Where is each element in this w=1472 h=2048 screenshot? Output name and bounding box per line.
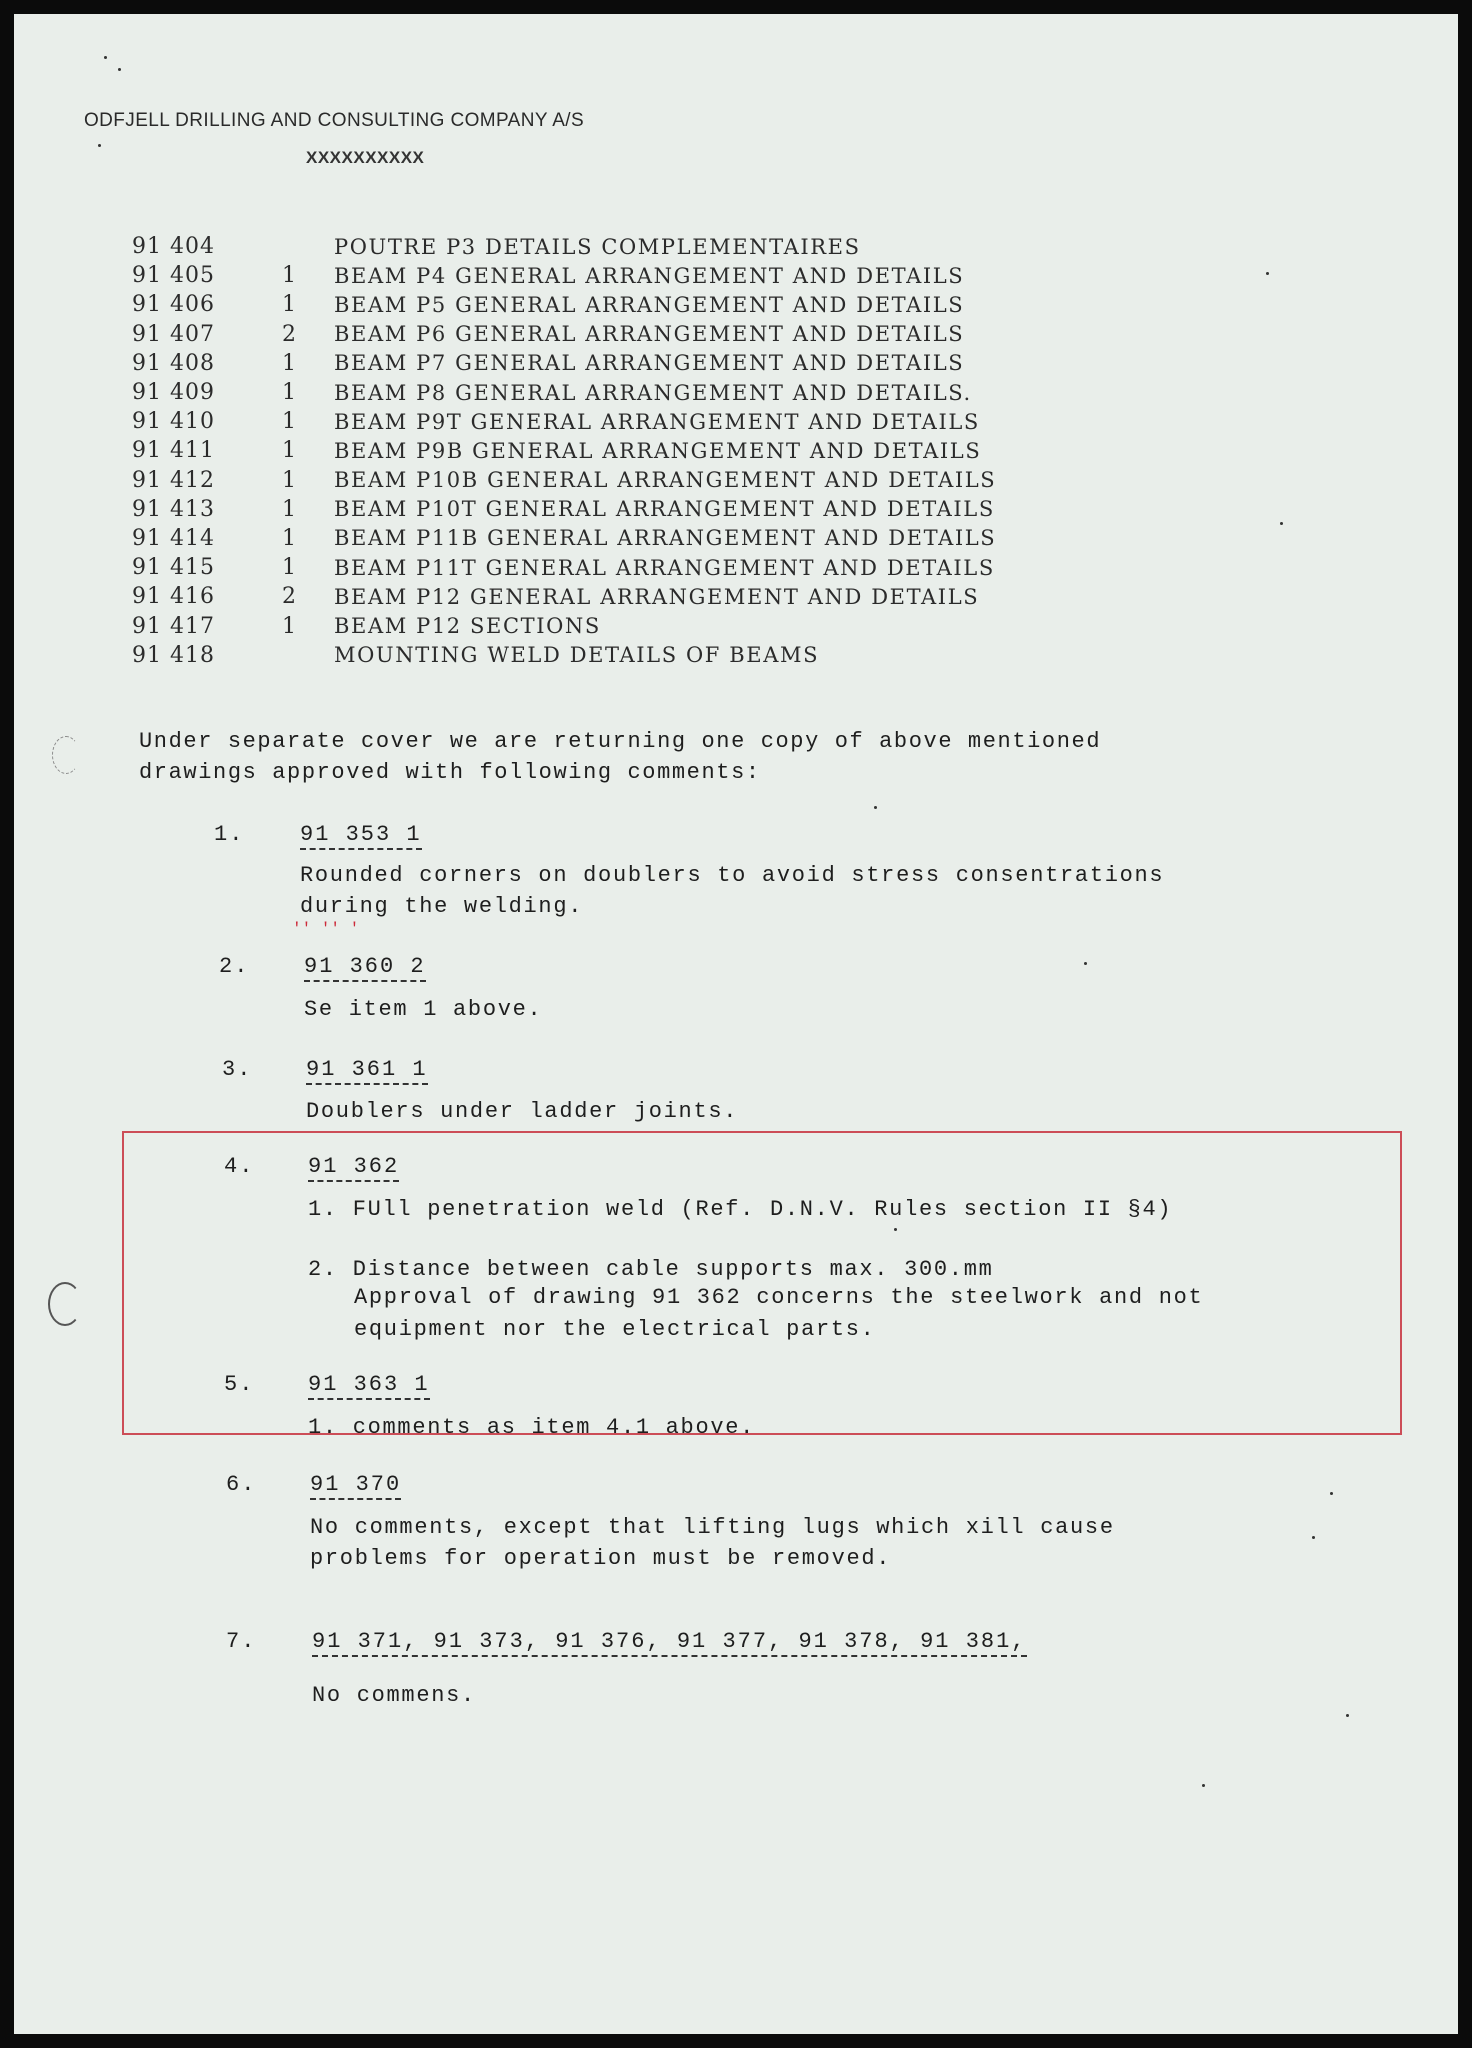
drawing-number: 91 415: [132, 555, 215, 581]
item-1-line-2: during the welding.: [300, 894, 584, 919]
item-4-sub-2: 2. Distance between cable supports max. 300.mm: [308, 1257, 994, 1282]
drawing-title: BEAM P11B GENERAL ARRANGEMENT AND DETAILS: [334, 526, 997, 551]
item-7-number: 7.: [226, 1629, 257, 1654]
drawing-row: [132, 320, 996, 349]
scan-speck: [1084, 962, 1087, 965]
drawing-row: [132, 290, 996, 319]
item-3-number: 3.: [222, 1057, 253, 1082]
scan-speck: [1330, 1492, 1333, 1495]
drawing-revision: 1: [282, 555, 296, 581]
drawing-revision: 1: [282, 613, 296, 639]
drawing-row: [132, 349, 996, 378]
drawing-revision: 2: [282, 584, 296, 610]
drawing-row: [132, 611, 996, 640]
drawing-number: 91 410: [132, 409, 215, 435]
punch-hole-mark: [48, 1282, 82, 1326]
drawing-title: BEAM P10T GENERAL ARRANGEMENT AND DETAILS: [334, 497, 995, 522]
drawing-number: 91 405: [132, 263, 215, 289]
drawing-number: 91 411: [132, 438, 215, 464]
drawing-title: BEAM P8 GENERAL ARRANGEMENT AND DETAILS.: [334, 380, 972, 405]
drawing-title: BEAM P5 GENERAL ARRANGEMENT AND DETAILS: [334, 292, 965, 317]
drawing-title: BEAM P10B GENERAL ARRANGEMENT AND DETAILS: [334, 468, 997, 493]
drawing-revision: 1: [282, 525, 296, 551]
intro-line-2: drawings approved with following comments:: [139, 760, 761, 785]
drawing-revision: 1: [282, 438, 296, 464]
scan-speck: [1346, 1714, 1349, 1717]
item-3-reference: 91 361 1: [306, 1057, 428, 1085]
drawing-title: POUTRE P3 DETAILS COMPLEMENTAIRES: [334, 234, 861, 259]
drawing-title: BEAM P4 GENERAL ARRANGEMENT AND DETAILS: [334, 263, 965, 288]
item-4-sub-1: 1. FUll penetration weld (Ref. D.N.V. Rules section II §4): [308, 1197, 1173, 1222]
drawing-revision: 1: [282, 292, 296, 318]
red-pen-mark: '' '' ': [292, 920, 360, 938]
drawing-row: [132, 495, 996, 524]
drawing-row: [132, 261, 996, 290]
drawing-number: 91 418: [132, 642, 215, 668]
drawing-title: BEAM P11T GENERAL ARRANGEMENT AND DETAILS: [334, 555, 995, 580]
item-1-number: 1.: [214, 822, 245, 847]
drawing-number: 91 412: [132, 467, 215, 493]
drawing-title: BEAM P12 SECTIONS: [334, 614, 601, 639]
drawing-title: MOUNTING WELD DETAILS OF BEAMS: [334, 643, 820, 668]
drawing-title: BEAM P9B GENERAL ARRANGEMENT AND DETAILS: [334, 438, 982, 463]
scan-speck: [894, 1228, 897, 1231]
item-4-reference: 91 362: [308, 1154, 399, 1182]
drawing-number: 91 404: [132, 234, 215, 260]
item-5-number: 5.: [224, 1372, 255, 1397]
item-7-comment: No commens.: [312, 1683, 476, 1708]
drawing-row: [132, 553, 996, 582]
drawing-title: BEAM P9T GENERAL ARRANGEMENT AND DETAILS: [334, 409, 980, 434]
scan-speck: [98, 144, 101, 147]
drawing-title: BEAM P6 GENERAL ARRANGEMENT AND DETAILS: [334, 322, 965, 347]
drawing-row: [132, 407, 996, 436]
item-5-sub-1: 1. comments as item 4.1 above.: [308, 1415, 756, 1440]
scan-speck: [874, 806, 877, 809]
drawing-revision: 1: [282, 496, 296, 522]
company-letterhead: ODFJELL DRILLING AND CONSULTING COMPANY A/S: [84, 110, 585, 131]
item-6-line-2: problems for operation must be removed.: [310, 1546, 892, 1571]
item-6-line-1: No comments, except that lifting lugs which xill cause: [310, 1515, 1115, 1540]
drawing-row: [132, 582, 996, 611]
drawing-title: BEAM P7 GENERAL ARRANGEMENT AND DETAILS: [334, 351, 965, 376]
scan-speck: [1266, 272, 1269, 275]
item-1-comment: [300, 860, 1164, 922]
drawing-revision: 1: [282, 409, 296, 435]
scan-speck: [1312, 1536, 1315, 1539]
scan-speck: [1280, 522, 1283, 525]
scan-speck: [118, 68, 121, 71]
drawing-revision: 1: [282, 380, 296, 406]
item-6-number: 6.: [226, 1472, 257, 1497]
scan-speck: [104, 56, 107, 59]
item-4-sub-2-note-2: equipment nor the electrical parts.: [354, 1317, 876, 1342]
item-5-reference: 91 363 1: [308, 1372, 430, 1400]
drawing-revision: 1: [282, 263, 296, 289]
drawing-number: 91 407: [132, 321, 215, 347]
struck-out-text: XXXXXXXXXX: [306, 148, 425, 167]
drawing-revision: 2: [282, 321, 296, 347]
drawing-number: 91 408: [132, 350, 215, 376]
drawing-row: [132, 232, 996, 261]
item-6-comment: [310, 1512, 1115, 1574]
scan-speck: [1202, 1784, 1205, 1787]
drawing-row: [132, 641, 996, 670]
item-2-comment: Se item 1 above.: [304, 997, 543, 1022]
document-page: [14, 14, 1458, 2034]
drawing-row: [132, 378, 996, 407]
item-4-number: 4.: [224, 1154, 255, 1179]
intro-paragraph: [139, 726, 1101, 788]
drawing-title: BEAM P12 GENERAL ARRANGEMENT AND DETAILS: [334, 584, 980, 609]
drawing-number: 91 416: [132, 584, 215, 610]
item-6-reference: 91 370: [310, 1472, 401, 1500]
drawing-row: [132, 524, 996, 553]
item-4-sub-2-note-1: Approval of drawing 91 362 concerns the steelwork and not: [354, 1285, 1204, 1310]
drawing-number: 91 409: [132, 380, 215, 406]
drawing-revision: 1: [282, 350, 296, 376]
item-3-comment: Doublers under ladder joints.: [306, 1099, 739, 1124]
drawing-row: [132, 436, 996, 465]
intro-line-1: Under separate cover we are returning one copy of above mentioned: [139, 729, 1102, 754]
drawing-number: 91 406: [132, 292, 215, 318]
item-7-reference: 91 371, 91 373, 91 376, 91 377, 91 378, 91 381,: [312, 1629, 1027, 1657]
item-2-reference: 91 360 2: [304, 954, 426, 982]
item-1-reference: 91 353 1: [300, 822, 422, 850]
faint-punch-hole-mark: [52, 736, 80, 774]
drawing-row: [132, 466, 996, 495]
item-1-line-1: Rounded corners on doublers to avoid stress consentrations: [300, 863, 1165, 888]
drawing-revision: 1: [282, 467, 296, 493]
drawing-number: 91 417: [132, 613, 215, 639]
drawing-list: [132, 232, 996, 670]
drawing-number: 91 413: [132, 496, 215, 522]
drawing-number: 91 414: [132, 525, 215, 551]
item-2-number: 2.: [219, 954, 250, 979]
